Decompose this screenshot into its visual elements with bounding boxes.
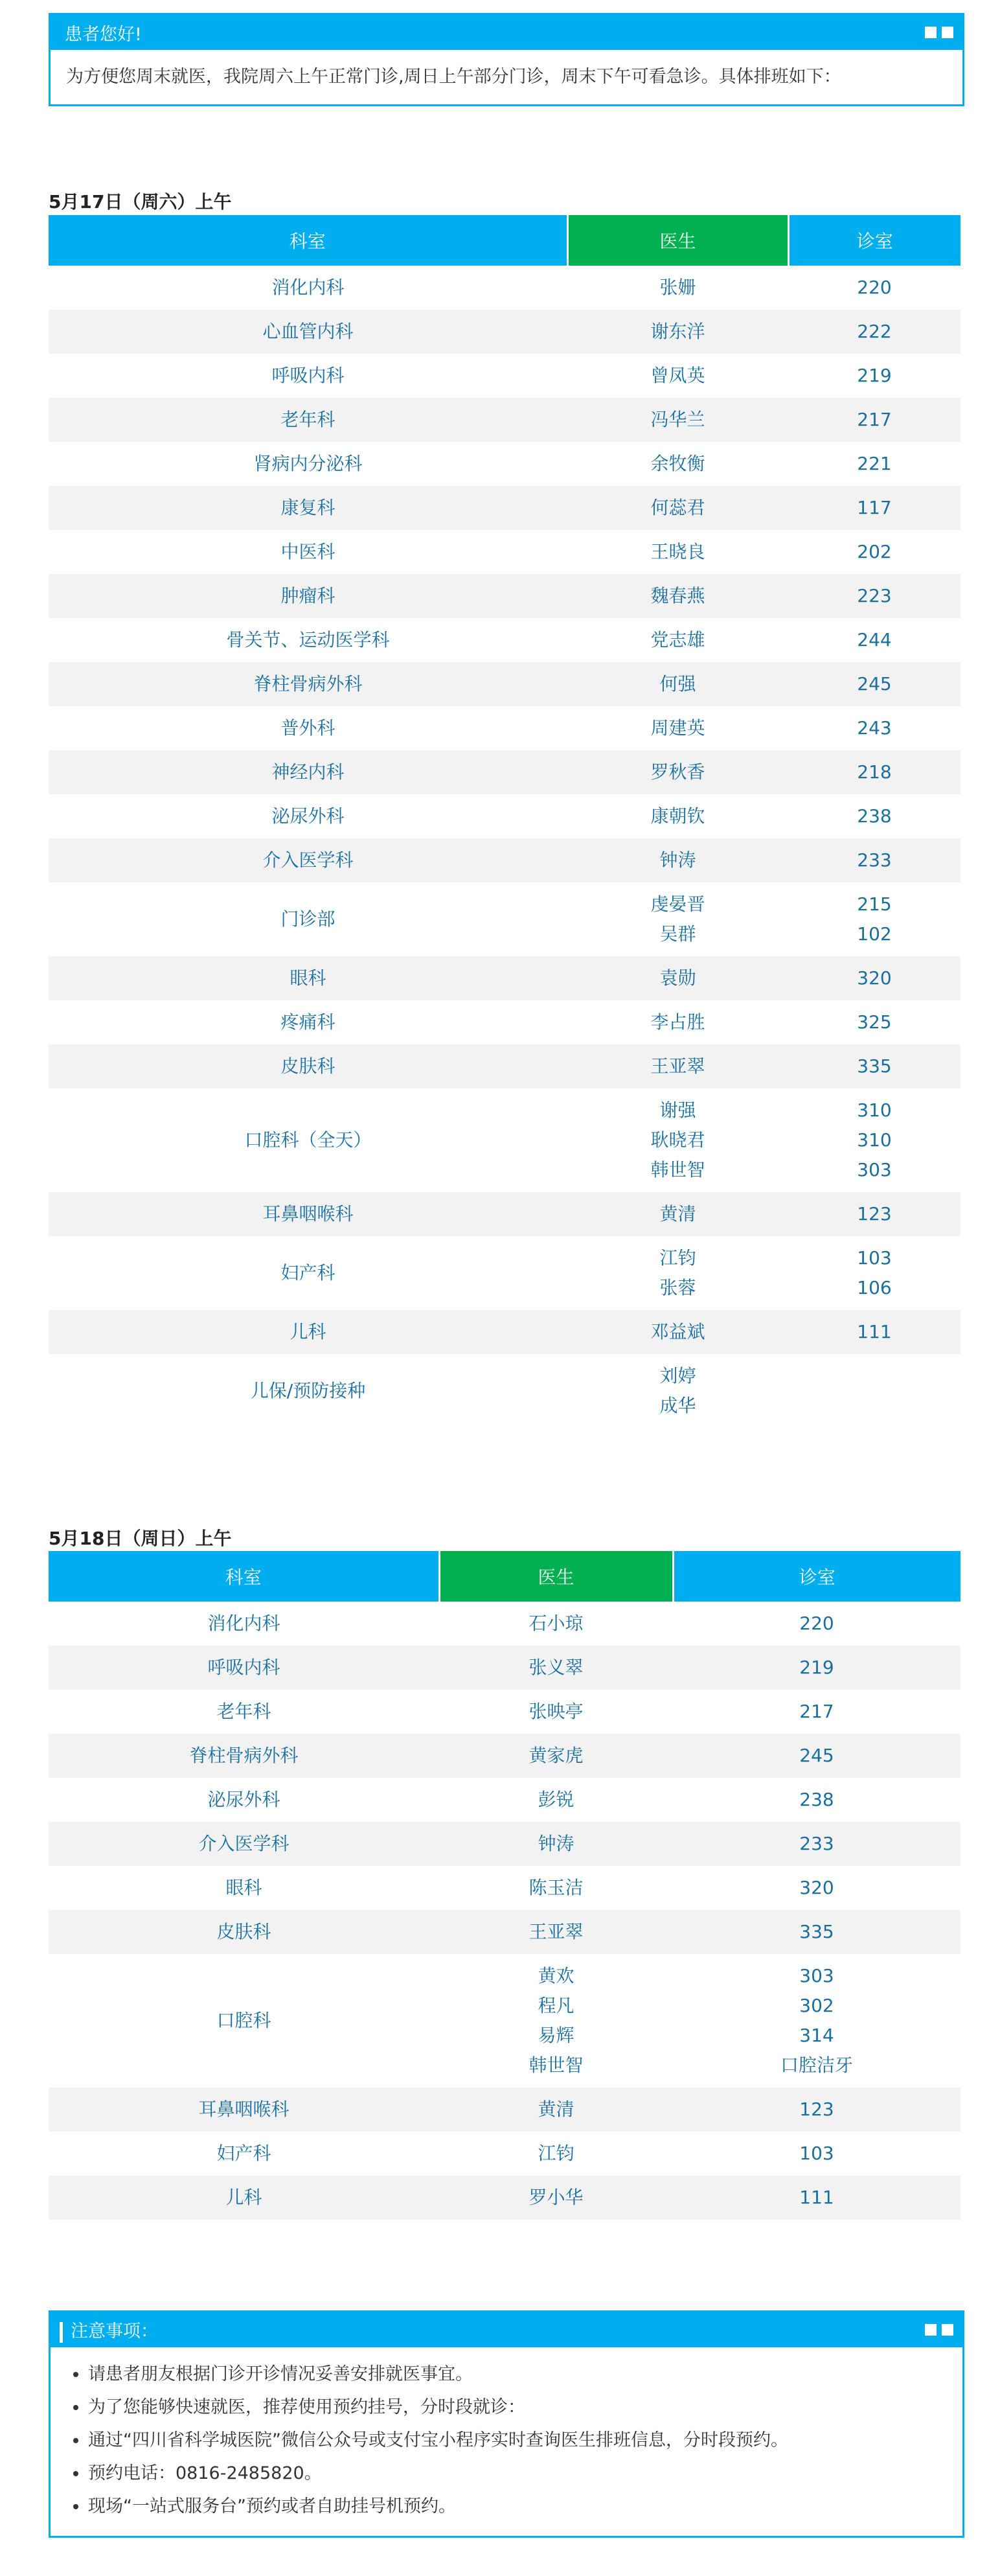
note-item: • 预约电话：0816-2485820。 [88,2457,949,2490]
doctor-name: 程凡 [538,1995,574,2016]
doctor-name: 李占胜 [650,1011,705,1033]
doctor-cell [567,1000,788,1044]
table-row [49,1954,960,2087]
table-row [49,442,960,486]
room-cell [673,2176,960,2220]
room-number: 220 [799,1613,834,1634]
table-row [49,530,960,574]
dept-cell: 泌尿外科 [207,1789,280,1810]
dept-cell: 耳鼻咽喉科 [49,2087,439,2132]
table-row [49,1044,960,1088]
table-row [49,618,960,662]
notes-box [49,2310,964,2538]
room-cell [788,706,960,750]
room-cell [788,618,960,662]
room-number: 233 [857,849,892,871]
table-row [49,1602,960,1646]
doctor-name: 康朝钦 [650,805,705,827]
dept-cell: 呼吸内科 [271,365,345,386]
doctor-cell [567,1088,788,1192]
room-cell [788,1192,960,1236]
dept-cell: 介入医学科 [49,1822,439,1866]
room-cell [788,442,960,486]
dept-cell: 皮肤科 [49,1910,439,1954]
doctor-cell [567,1354,788,1428]
dept-cell: 脊柱骨病外科 [49,662,567,706]
room-cell [673,1954,960,2087]
doctor-name: 韩世智 [650,1159,705,1180]
intro-title: 患者您好! [65,24,142,45]
doctor-name: 张义翠 [528,1657,584,1678]
col-header-dept: 科室 [49,1551,439,1602]
table-row [49,882,960,956]
doctor-name: 余牧衡 [650,453,705,474]
dept-cell: 耳鼻咽喉科 [49,1192,567,1236]
doctor-cell [567,1192,788,1236]
table-row [49,1354,960,1428]
room-cell [788,398,960,442]
intro-header [51,15,962,50]
doctor-name: 易辉 [538,2025,574,2046]
doctor-name: 魏春燕 [650,585,705,606]
dept-cell: 妇产科 [216,2143,271,2164]
doctor-name: 邓益斌 [650,1321,705,1342]
room-number: 325 [857,1011,892,1033]
doctor-name: 黄欢 [538,1965,574,1986]
dept-cell: 老年科 [49,398,567,442]
dept-cell: 康复科 [49,486,567,530]
table-row [49,2176,960,2220]
table-row [49,706,960,750]
table-row [49,486,960,530]
table-row [49,1088,960,1192]
table-row [49,398,960,442]
table-row [49,794,960,838]
dept-cell: 眼科 [49,956,567,1000]
doctor-name: 王晓良 [650,541,705,562]
room-cell [788,750,960,794]
doctor-name: 党志雄 [650,629,705,650]
doctor-cell [567,956,788,1000]
room-number: 314 [799,2025,834,2046]
dept-cell: 消化内科 [207,1613,280,1634]
room-number: 217 [799,1701,834,1722]
room-cell [788,354,960,398]
day2-title: 5月18日（周日）上午 [49,1528,232,1549]
dept-cell: 心血管内科 [49,310,567,354]
table-row [49,1192,960,1236]
room-number: 302 [799,1995,834,2016]
doctor-name: 罗小华 [528,2187,584,2208]
room-cell [673,1910,960,1954]
doctor-cell [439,1734,673,1778]
room-cell [673,1690,960,1734]
table-row [49,2087,960,2132]
doctor-name: 江钧 [659,1247,696,1269]
room-number: 215 [857,893,892,915]
doctor-name: 虔晏晋 [650,893,705,915]
room-number: 口腔洁牙 [780,2054,853,2076]
room-number: 103 [799,2143,834,2164]
room-number: 223 [857,585,892,606]
intro-notice [49,13,964,106]
room-cell [673,2132,960,2176]
dept-cell: 肿瘤科 [49,574,567,618]
room-cell [788,1088,960,1192]
doctor-cell [567,662,788,706]
dept-cell: 泌尿外科 [271,805,345,827]
doctor-cell [439,1646,673,1690]
dept-cell: 妇产科 [280,1262,335,1283]
table-row [49,1690,960,1734]
table-row [49,574,960,618]
doctor-cell [567,1236,788,1310]
doctor-name: 石小琼 [528,1613,584,1634]
doctor-cell [567,794,788,838]
room-cell [788,1310,960,1354]
doctor-name: 谢东洋 [650,321,705,342]
room-cell [788,956,960,1000]
doctor-name: 谢强 [659,1099,696,1121]
dept-cell: 脊柱骨病外科 [49,1734,439,1778]
dept-cell: 门诊部 [280,908,335,930]
decor-squares-icon [925,2324,953,2336]
table-row [49,662,960,706]
doctor-cell [567,310,788,354]
doctor-cell [439,1778,673,1822]
room-cell [788,266,960,310]
note-item: • 通过“四川省科学城医院”微信公众号或支付宝小程序实时查询医生排班信息，分时段预约。 [88,2424,949,2457]
doctor-name: 耿晓君 [650,1129,705,1151]
room-cell [788,1000,960,1044]
table-row [49,1310,960,1354]
doctor-cell [567,530,788,574]
doctor-cell [439,1954,673,2087]
room-number: 123 [799,2099,834,2120]
dept-cell: 消化内科 [271,277,345,298]
room-number: 221 [857,453,892,474]
doctor-name: 刘婷 [659,1365,696,1386]
doctor-cell [567,442,788,486]
doctor-name: 何蕊君 [650,497,705,518]
doctor-cell [567,838,788,882]
room-number: 233 [799,1833,834,1854]
room-number: 218 [857,761,892,783]
dept-cell: 皮肤科 [49,1044,567,1088]
dept-cell: 呼吸内科 [49,1646,439,1690]
doctor-cell [567,618,788,662]
room-number: 123 [857,1203,892,1225]
notes-list [51,2347,962,2536]
room-number: 245 [799,1745,834,1766]
doctor-name: 黄清 [538,2099,574,2120]
table-row [49,838,960,882]
room-number: 243 [857,717,892,739]
table-row [49,956,960,1000]
room-cell [673,1602,960,1646]
room-number: 106 [857,1277,892,1298]
room-number: 103 [857,1247,892,1269]
room-cell [788,486,960,530]
doctor-name: 彭锐 [538,1789,574,1810]
doctor-cell [439,2087,673,2132]
doctor-cell [567,750,788,794]
note-item: • 为了您能够快速就医，推荐使用预约挂号，分时段就诊： [88,2391,949,2424]
table-row [49,1000,960,1044]
doctor-cell [439,1866,673,1910]
doctor-cell [567,354,788,398]
room-cell [673,1778,960,1822]
room-cell [673,1822,960,1866]
room-cell [673,1646,960,1690]
room-cell [673,1734,960,1778]
dept-cell: 神经内科 [49,750,567,794]
dept-cell: 普外科 [280,717,335,739]
intro-text: 为方便您周末就医，我院周六上午正常门诊,周日上午部分门诊，周末下午可看急诊。具体排班如下： [66,67,841,87]
doctor-cell [567,266,788,310]
room-cell [788,1354,960,1428]
dept-cell: 中医科 [280,541,335,562]
room-number: 335 [799,1921,834,1942]
table-row [49,266,960,310]
dept-cell: 眼科 [225,1877,262,1898]
room-number: 303 [799,1965,834,1986]
room-cell [673,2087,960,2132]
doctor-name: 张姗 [659,277,696,298]
doctor-name: 冯华兰 [650,409,705,430]
doctor-name: 王亚翠 [528,1921,584,1942]
room-number: 217 [857,409,892,430]
col-header-doctor: 医生 [567,215,788,266]
table-row [49,1734,960,1778]
doctor-cell [567,574,788,618]
room-number: 303 [857,1159,892,1180]
doctor-cell [567,882,788,956]
room-number: 102 [857,923,892,945]
doctor-cell [567,706,788,750]
dept-cell: 肾病内分泌科 [253,453,363,474]
doctor-name: 周建英 [650,717,705,739]
table-row [49,750,960,794]
col-header-room: 诊室 [788,215,960,266]
room-number: 320 [799,1877,834,1898]
note-item: • 请患者朋友根据门诊开诊情况妥善安排就医事宜。 [88,2358,949,2391]
doctor-name: 罗秋香 [650,761,705,783]
room-number: 244 [857,629,892,650]
doctor-cell [567,1310,788,1354]
table-row [49,1646,960,1690]
room-number: 219 [799,1657,834,1678]
doctor-name: 吴群 [659,923,696,945]
dept-cell: 口腔科 [216,2010,271,2031]
dept-cell: 骨关节、运动医学科 [226,629,390,650]
dept-cell: 儿科 [49,1310,567,1354]
room-number: 238 [799,1789,834,1810]
doctor-name: 袁勋 [659,967,696,989]
doctor-name: 钟涛 [538,1833,574,1854]
table-row [49,1778,960,1822]
room-number: 219 [857,365,892,386]
doctor-name: 钟涛 [659,849,696,871]
decor-squares-icon [925,27,953,38]
doctor-cell [567,1044,788,1088]
title-bar-icon [60,2322,63,2343]
room-cell [788,794,960,838]
table-row [49,1866,960,1910]
dept-cell: 儿保/预防接种 [250,1380,366,1401]
table-row [49,310,960,354]
room-number: 111 [799,2187,834,2208]
dept-cell: 儿科 [49,2176,439,2220]
room-cell [788,530,960,574]
dept-cell: 介入医学科 [49,838,567,882]
doctor-name: 张蓉 [659,1277,696,1298]
doctor-name: 曾凤英 [650,365,705,386]
table-row [49,2132,960,2176]
room-number: 222 [857,321,892,342]
doctor-name: 黄清 [659,1203,696,1225]
room-number: 117 [857,497,892,518]
doctor-cell [567,398,788,442]
doctor-cell [439,1822,673,1866]
room-cell [788,310,960,354]
doctor-cell [439,2132,673,2176]
col-header-doctor: 医生 [439,1551,673,1602]
doctor-name: 韩世智 [528,2054,584,2076]
doctor-name: 王亚翠 [650,1055,705,1077]
table-row [49,1910,960,1954]
table-row [49,1822,960,1866]
room-number: 320 [857,967,892,989]
room-number: 202 [857,541,892,562]
doctor-name: 江钧 [538,2143,574,2164]
doctor-name: 何强 [659,673,696,695]
note-item: • 现场“一站式服务台”预约或者自助挂号机预约。 [88,2490,949,2523]
day1-title: 5月17日（周六）上午 [49,191,232,213]
room-cell [788,1044,960,1088]
room-cell [788,574,960,618]
dept-cell: 老年科 [216,1701,271,1722]
dept-cell: 疼痛科 [280,1011,335,1033]
room-number: 310 [857,1129,892,1151]
notes-title: 注意事项： [71,2321,158,2342]
doctor-name: 成华 [659,1395,696,1416]
col-header-dept: 科室 [49,215,567,266]
room-cell [788,882,960,956]
doctor-cell [439,1602,673,1646]
room-number: 220 [857,277,892,298]
doctor-name: 陈玉洁 [528,1877,584,1898]
day2-schedule-table [49,1551,960,2220]
notes-header [51,2312,962,2347]
room-cell [788,1236,960,1310]
room-number: 238 [857,805,892,827]
doctor-cell [439,1690,673,1734]
dept-cell: 口腔科（全天） [244,1129,372,1151]
doctor-cell [567,486,788,530]
room-number: 111 [857,1321,892,1342]
doctor-name: 黄家虎 [528,1745,584,1766]
col-header-room: 诊室 [673,1551,960,1602]
room-cell [788,662,960,706]
room-number: 310 [857,1099,892,1121]
doctor-cell [439,2176,673,2220]
doctor-cell [439,1910,673,1954]
table-row [49,1236,960,1310]
table-row [49,354,960,398]
room-number: 245 [857,673,892,695]
room-cell [673,1866,960,1910]
room-number: 335 [857,1055,892,1077]
doctor-name: 张映亭 [528,1701,584,1722]
day1-schedule-table [49,215,960,1428]
room-cell [788,838,960,882]
